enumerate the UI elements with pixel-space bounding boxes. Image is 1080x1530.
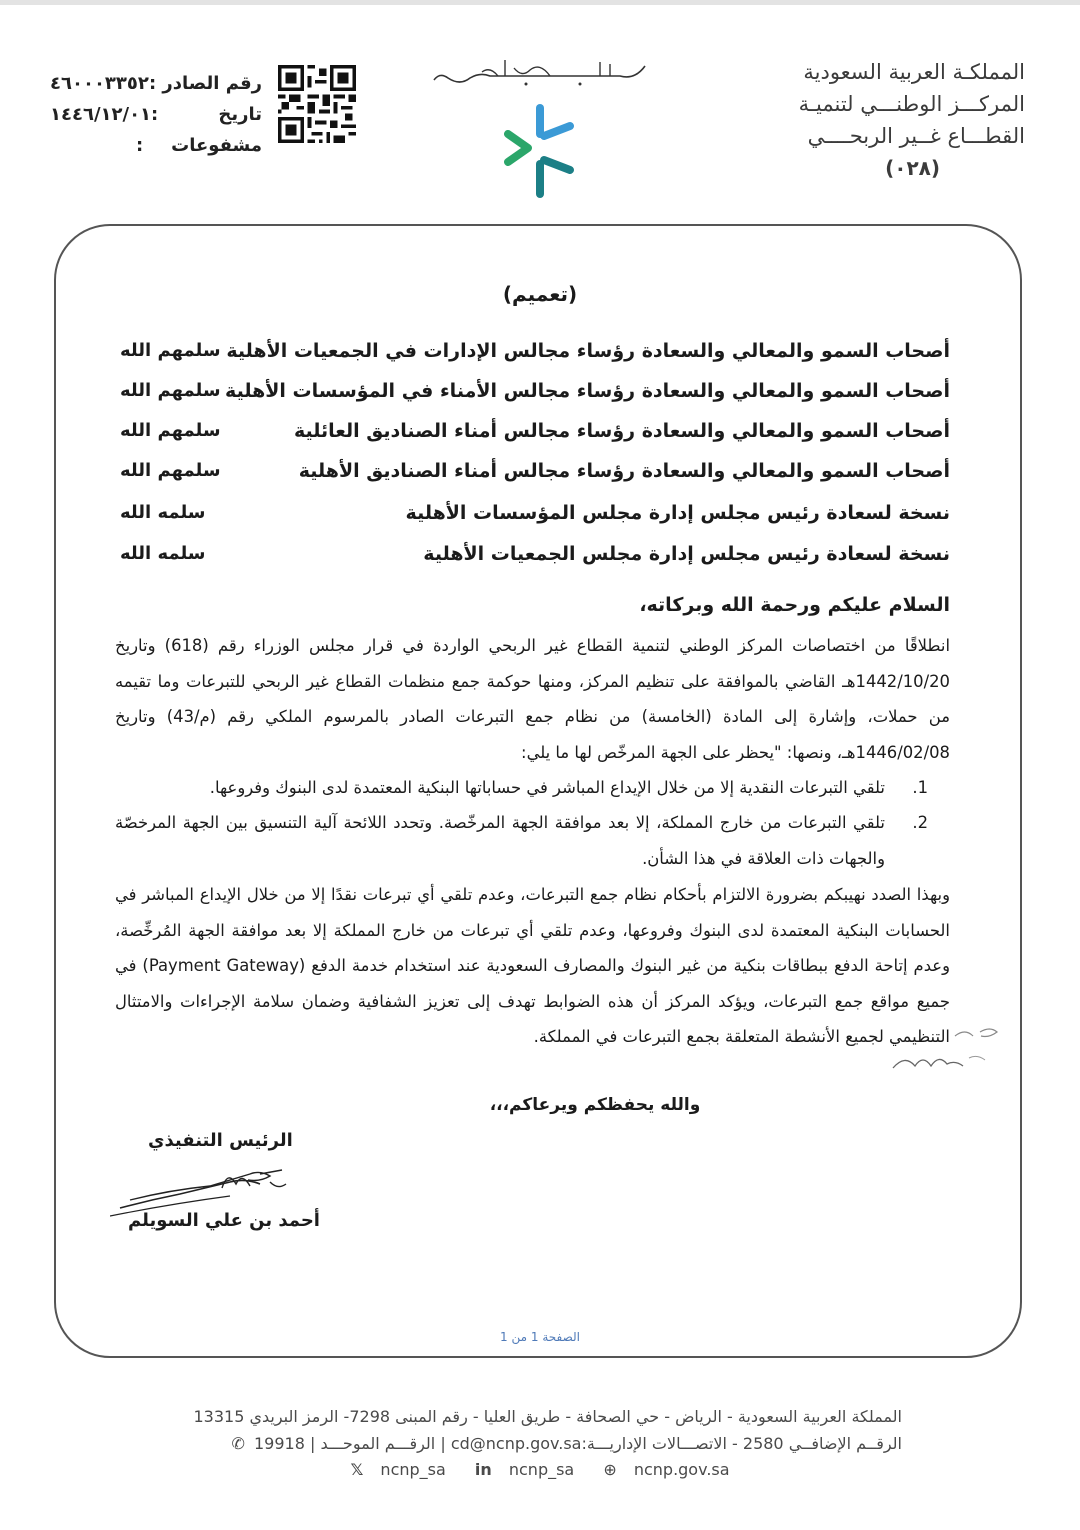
date-row xyxy=(50,99,262,130)
issued-value: ٤٦٠٠٠٣٣٥٢ xyxy=(50,73,149,94)
closing-line: والله يحفظكم ويرعاكم،،، xyxy=(489,1095,701,1115)
list-text: تلقي التبرعات من خارج المملكة، إلا بعد موافقة الجهة المرخّصة. وتحدد اللائحة آلية التنسيق بين الجهة المرخصّة والجهات ذات العلاقة في هذا الشأن. xyxy=(115,813,885,868)
addressee-blessing: سلمهم الله xyxy=(120,380,221,401)
addressee-row xyxy=(120,380,950,410)
date-value: :١٤٤٦/١٢/٠١ xyxy=(50,104,159,125)
date-label: تاريخ xyxy=(218,104,262,125)
greeting: السلام عليكم ورحمة الله وبركاته، xyxy=(639,594,950,616)
addressee-blessing: سلمهم الله xyxy=(120,460,221,481)
x-social-link[interactable] xyxy=(344,1460,451,1479)
addressee-row xyxy=(120,543,950,573)
addressee-blessing: سلمهم الله xyxy=(120,420,221,441)
list-item xyxy=(115,770,950,806)
list-text: تلقي التبرعات النقدية إلا من خلال الإيداع المباشر في حساباتها البنكية المعتمدة لدى البنوك وفروعها. xyxy=(209,778,885,797)
addressee-blessing: سلمهم الله xyxy=(120,340,221,361)
linkedin-icon: in xyxy=(474,1460,492,1479)
addressee-text: نسخة لسعادة رئيس مجلس إدارة مجلس الجمعيات الأهلية xyxy=(423,543,950,565)
addressee-text: أصحاب السمو والمعالي والسعادة رؤساء مجالس أمناء الصناديق العائلية xyxy=(293,420,950,442)
addressee-row xyxy=(120,420,950,450)
list-number: 1. xyxy=(912,778,928,797)
globe-icon: ⊕ xyxy=(603,1460,617,1479)
signer-name: أحمد بن علي السويلم xyxy=(128,1210,320,1231)
top-bar xyxy=(0,0,1080,5)
addressee-text: أصحاب السمو والمعالي والسعادة رؤساء مجالس الإدارات في الجمعيات الأهلية xyxy=(226,340,950,362)
org-line-2: المركـــز الوطنـــي لتنميـة xyxy=(798,92,1025,116)
issued-number-row xyxy=(50,68,262,99)
attachments-value: : xyxy=(136,135,144,156)
addressee-row xyxy=(120,460,950,490)
addressee-blessing: سلمه الله xyxy=(120,543,206,564)
footer-contact-text: الرقــم الإضافــي 2580 - الاتصـــالات الإداريـــة:cd@ncnp.gov.sa | الرقـــم الموحـــد | 19918 xyxy=(254,1434,902,1453)
addressee-row xyxy=(120,340,950,370)
initials-signature xyxy=(885,1024,1005,1074)
org-code: (٠٢٨) xyxy=(885,156,940,180)
addressee-blessing: سلمه الله xyxy=(120,502,206,523)
footer-social xyxy=(0,1460,1080,1479)
org-header xyxy=(725,56,1025,184)
linkedin-social-link[interactable] xyxy=(469,1460,580,1479)
addressee-text: أصحاب السمو والمعالي والسعادة رؤساء مجالس أمناء الصناديق الأهلية xyxy=(298,460,950,482)
list-item xyxy=(115,805,950,876)
attachments-row xyxy=(50,130,262,161)
footer-contact xyxy=(162,1434,902,1453)
phone-icon: ✆ xyxy=(231,1434,245,1453)
attachments-label: مشفوعات xyxy=(171,135,262,156)
x-icon: 𝕏 xyxy=(350,1460,364,1479)
website-url: ncnp.gov.sa xyxy=(633,1460,730,1479)
page-number: الصفحة 1 من 1 xyxy=(500,1330,580,1344)
org-line-1: المملكـة العربية السعودية xyxy=(803,60,1025,84)
ncnp-logo xyxy=(500,104,580,200)
qr-code xyxy=(278,65,356,143)
basmala-calligraphy xyxy=(430,58,650,90)
x-handle: ncnp_sa xyxy=(380,1460,446,1479)
reference-block xyxy=(50,68,262,161)
paragraph-directive: وبهذا الصدد نهيبكم بضرورة الالتزام بأحكام نظام جمع التبرعات، وعدم تلقي أي تبرعات نقدًا إلا من خلال الإيداع المباشر في الحسابات البنكية المعتمدة لدى البنوك وفروعها، وعدم تلقي أي تبرعات من خارج المملكة إلا بعد موافقة الجهة المُرخِّصة، وعدم إتاحة الدفع ببطاقات بنكية من غير البنوك والمصارف السعودية عند استخدام خدمة الدفع (Payment Gateway) في جميع مواقع جمع التبرعات، ويؤكد المركز أن هذه الضوابط تهدف إلى تعزيز الشفافية وضمان سلامة الإجراءات والامتثال التنظيمي لجميع الأنشطة المتعلقة بجمع التبرعات في المملكة. xyxy=(115,885,950,1046)
website-link[interactable] xyxy=(597,1460,735,1479)
issued-label: رقم الصادر : xyxy=(148,73,262,94)
addressee-text: نسخة لسعادة رئيس مجلس إدارة مجلس المؤسسات الأهلية xyxy=(405,502,950,524)
footer-address: المملكة العربية السعودية - الرياض - حي الصحافة - طريق العليا - رقم المبنى 7298- الرمز البريدي 13315 xyxy=(193,1407,902,1426)
org-line-3: القطـــاع غــير الربحــــي xyxy=(807,124,1025,148)
addressee-text: أصحاب السمو والمعالي والسعادة رؤساء مجالس الأمناء في المؤسسات الأهلية xyxy=(225,380,950,402)
linkedin-handle: ncnp_sa xyxy=(508,1460,575,1479)
addressee-row xyxy=(120,502,950,532)
paragraph-intro: انطلاقًا من اختصاصات المركز الوطني لتنمية القطاع غير الربحي الواردة في قرار مجلس الوزراء رقم (618) وتاريخ 1442/10/20هـ القاضي بالموافقة على تنظيم المركز، ومنها حوكمة جمع منظمات القطاع غير الربحي للتبرعات وما تقيمه من حملات، وإشارة إلى المادة (الخامسة) من نظام جمع التبرعات الصادر بالمرسوم الملكي رقم (م/43) وتاريخ 1446/02/08هـ، ونصها: "يحظر على الجهة المرخّص لها ما يلي: xyxy=(115,636,950,762)
document-title: (تعميم) xyxy=(502,282,578,306)
list-number: 2. xyxy=(912,813,928,832)
signer-title: الرئيس التنفيذي xyxy=(148,1130,293,1151)
